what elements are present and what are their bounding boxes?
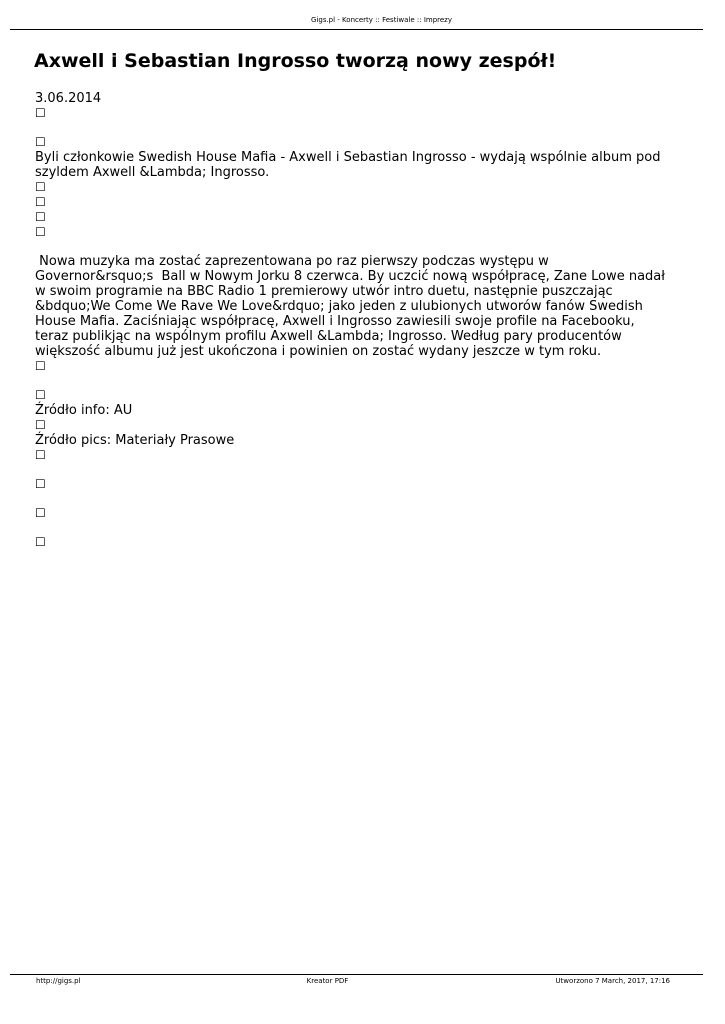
article-content (35, 91, 670, 550)
article-lead: Byli członkowie Swedish House Mafia - Axwell i Sebastian Ingrosso - wydają wspólnie album pod szyldem Axwell &Lambda; Ingrosso. (35, 150, 661, 180)
missing-glyph-icon: ☐ (35, 477, 46, 491)
spacer (35, 240, 670, 254)
spacer (35, 121, 670, 135)
missing-glyph-icon: ☐ (35, 210, 46, 224)
footer-divider (10, 974, 703, 975)
spacer (35, 492, 670, 506)
missing-glyph-icon: ☐ (35, 106, 46, 120)
missing-glyph-icon: ☐ (35, 135, 46, 149)
source-pics: Źródło pics: Materiały Prasowe (35, 433, 235, 448)
missing-glyph-icon: ☐ (35, 418, 46, 432)
footer-created: Utworzono 7 March, 2017, 17:16 (555, 977, 670, 985)
spacer (35, 374, 670, 388)
spacer (35, 521, 670, 535)
article-title: Axwell i Sebastian Ingrosso tworzą nowy zespół! (34, 49, 557, 72)
spacer (35, 463, 670, 477)
missing-glyph-icon: ☐ (35, 180, 46, 194)
article-date: 3.06.2014 (35, 91, 102, 106)
missing-glyph-icon: ☐ (35, 506, 46, 520)
source-info: Źródło info: AU (35, 403, 133, 418)
missing-glyph-icon: ☐ (35, 195, 46, 209)
header-divider (10, 29, 703, 30)
footer-url: http://gigs.pl (36, 977, 81, 985)
article-body: Nowa muzyka ma zostać zaprezentowana po raz pierwszy podczas występu w Governor&rsquo;s Ball w Nowym Jorku 8 czerwca. By uczcić nową współpracę, Zane Lowe nadał w swoim programie na BBC Radio 1 premierowy utwór intro duetu, następnie puszczając &bdquo;We Come We Rave We Love&rdquo; jako jeden z ulubionych utworów fanów Swedish House Mafia. Zaciśniając współpracę, Axwell i Ingrosso zawiesili swoje profile na Facebooku, teraz publikjąc na wspólnym profilu Axwell &Lambda; Ingrosso. Według pary producentów większość albumu już jest ukończona i powinien on zostać wydany jeszcze w tym roku. (35, 254, 670, 359)
missing-glyph-icon: ☐ (35, 388, 46, 402)
missing-glyph-icon: ☐ (35, 225, 46, 239)
footer-generator: Kreator PDF (306, 977, 349, 985)
missing-glyph-icon: ☐ (35, 535, 46, 549)
missing-glyph-icon: ☐ (35, 448, 46, 462)
missing-glyph-icon: ☐ (35, 359, 46, 373)
site-title: Gigs.pl - Koncerty :: Festiwale :: Imprezy (311, 16, 452, 24)
